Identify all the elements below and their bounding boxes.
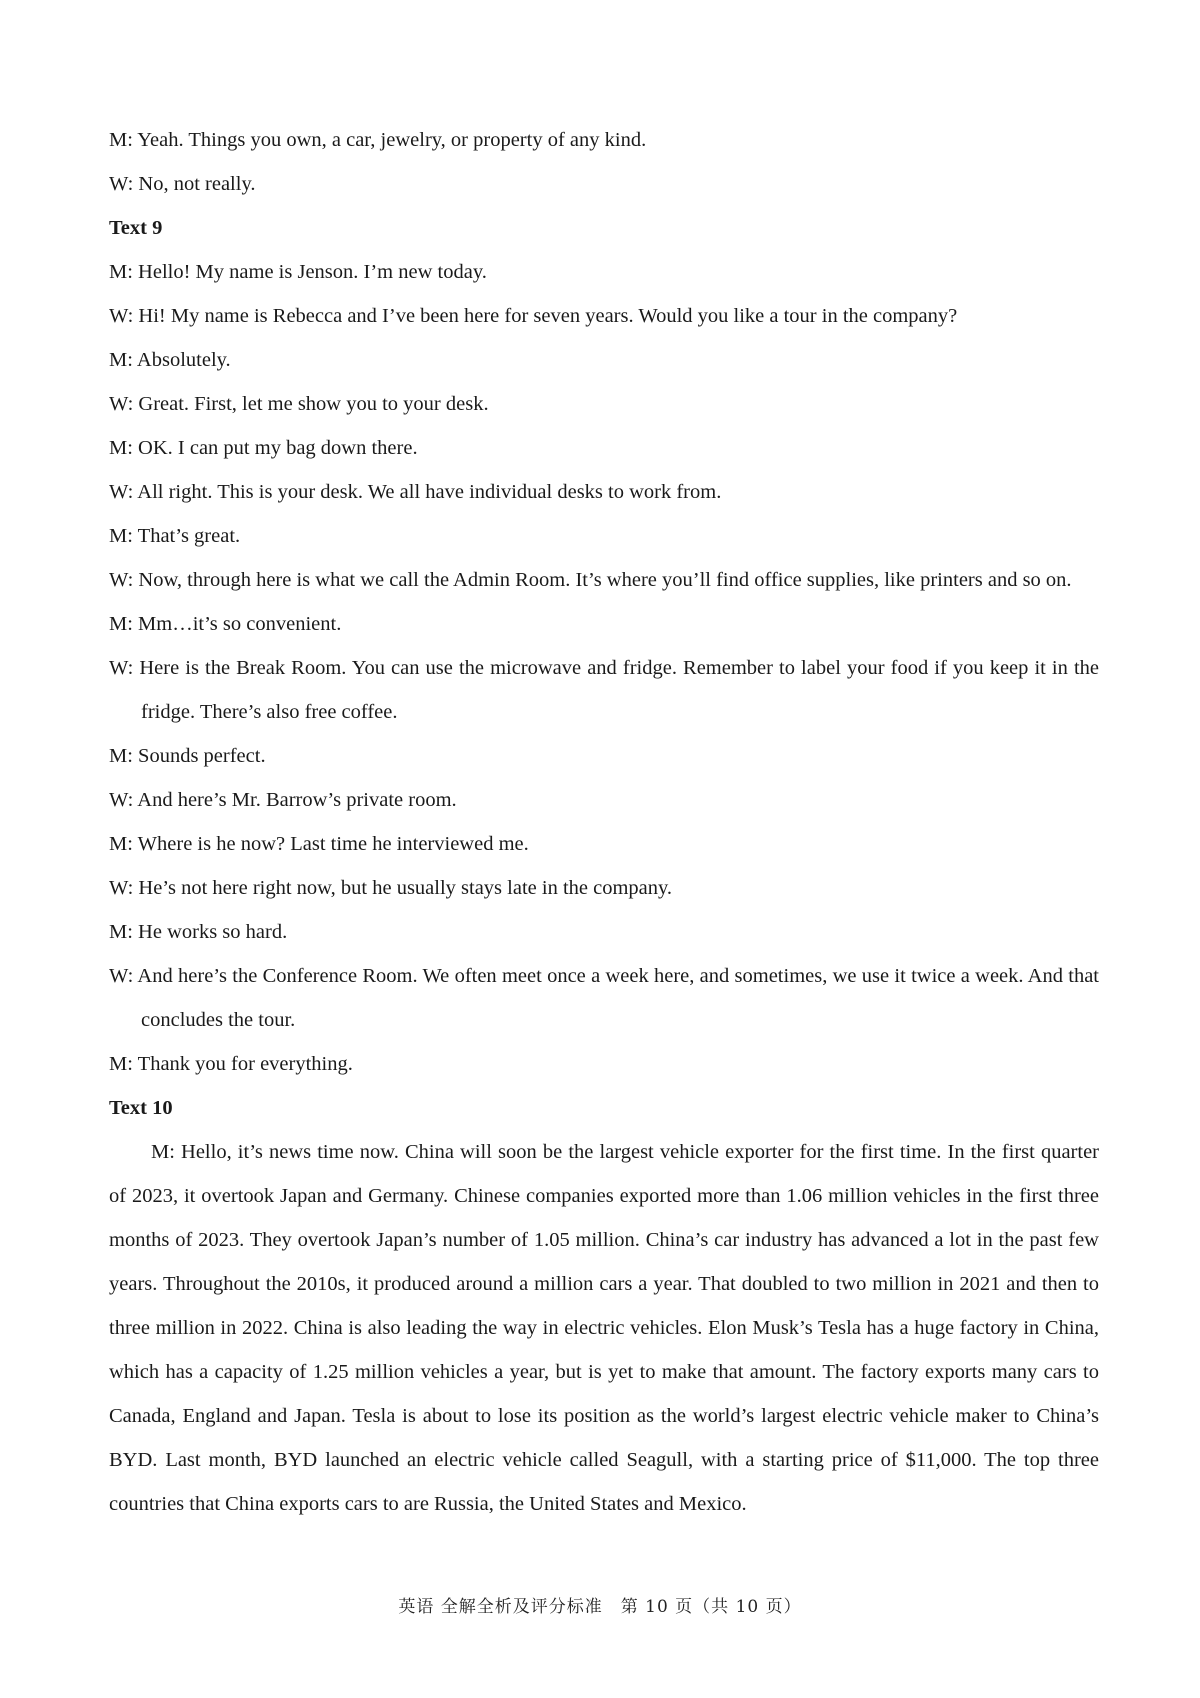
dialogue-line: M: OK. I can put my bag down there. — [109, 437, 418, 459]
dialogue-line: M: Mm…it’s so convenient. — [109, 613, 342, 635]
section-heading-text9: Text 9 — [109, 217, 163, 239]
section-heading-text10: Text 10 — [109, 1097, 173, 1119]
dialogue-line: W: And here’s Mr. Barrow’s private room. — [109, 789, 457, 811]
dialogue-line: W: Hi! My name is Rebecca and I’ve been here for seven years. Would you like a tour in the company? — [109, 305, 958, 327]
dialogue-line: M: Hello! My name is Jenson. I’m new today. — [109, 261, 487, 283]
page-footer: 英语 全解全析及评分标准 第 10 页（共 10 页） — [398, 1597, 802, 1617]
dialogue-line: M: That’s great. — [109, 525, 241, 547]
dialogue-line: W: Now, through here is what we call the Admin Room. It’s where you’ll find office supplies, like printers and so on. — [109, 569, 1072, 591]
dialogue-line: M: Thank you for everything. — [109, 1053, 353, 1075]
dialogue-line: M: Where is he now? Last time he interviewed me. — [109, 833, 529, 855]
dialogue-line: W: No, not really. — [109, 173, 256, 195]
news-paragraph: M: Hello, it’s news time now. China will soon be the largest vehicle exporter for the first time. In the first quarter of 2023, it overtook Japan and Germany. Chinese companies exported more than 1.06 million vehicles in the first three months of 2023. They overtook Japan’s number of 1.05 million. China’s car industry has advanced a lot in the past few years. Throughout the 2010s, it produced around a million cars a year. That doubled to two million in 2021 and then to three million in 2022. China is also leading the way in electric vehicles. Elon Musk’s Tesla has a huge factory in China, which has a capacity of 1.25 million vehicles a year, but is yet to make that amount. The factory exports many cars to Canada, England and Japan. Tesla is about to lose its position as the world’s largest electric vehicle maker to China’s BYD. Last month, BYD launched an electric vehicle called Seagull, with a starting price of $11,000. The top three countries that China exports cars to are Russia, the United States and Mexico. — [109, 1141, 1099, 1515]
dialogue-line: W: Great. First, let me show you to your desk. — [109, 393, 489, 415]
dialogue-line: W: He’s not here right now, but he usually stays late in the company. — [109, 877, 673, 899]
dialogue-line: M: He works so hard. — [109, 921, 288, 943]
dialogue-line: M: Sounds perfect. — [109, 745, 266, 767]
document-body — [109, 118, 1099, 1526]
dialogue-line: M: Yeah. Things you own, a car, jewelry, or property of any kind. — [109, 129, 647, 151]
dialogue-line: W: All right. This is your desk. We all have individual desks to work from. — [109, 481, 722, 503]
dialogue-line: W: And here’s the Conference Room. We often meet once a week here, and sometimes, we use it twice a week. And that concludes the tour. — [109, 965, 1099, 1031]
dialogue-line: M: Absolutely. — [109, 349, 231, 371]
dialogue-line: W: Here is the Break Room. You can use the microwave and fridge. Remember to label your food if you keep it in the fridge. There’s also free coffee. — [109, 657, 1099, 723]
